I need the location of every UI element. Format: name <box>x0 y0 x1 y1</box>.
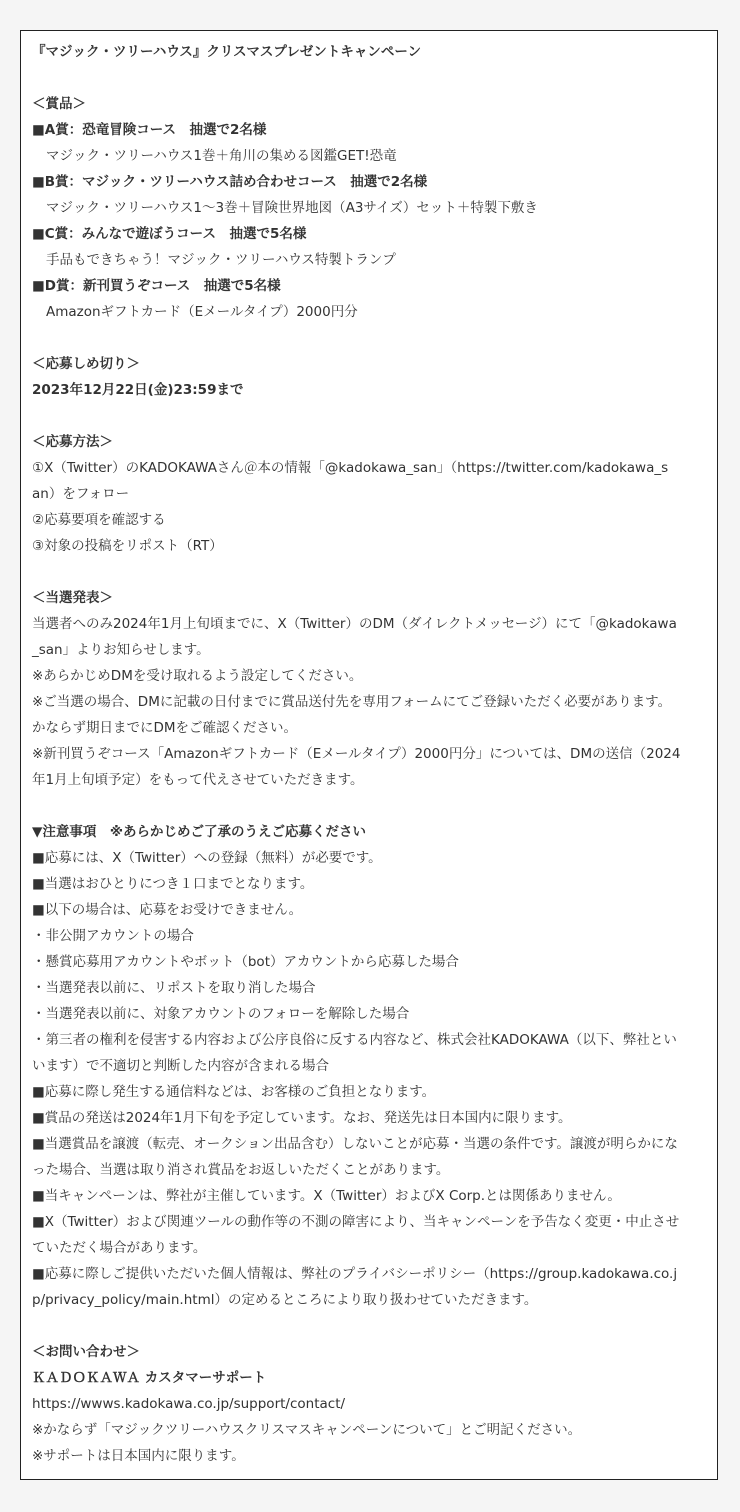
contact-url[interactable]: https://wwws.kadokawa.co.jp/support/contact/ <box>32 1396 346 1412</box>
spacer <box>32 65 706 91</box>
notes-line: ・懸賞応募用アカウントやボット（bot）アカウントから応募した場合 <box>32 954 459 970</box>
spacer <box>32 325 706 351</box>
notes-line: ■当選はおひとりにつき１口までとなります。 <box>32 876 314 892</box>
prize-a-detail: マジック・ツリーハウス1巻＋角川の集める図鑑GET!恐竜 <box>46 148 397 164</box>
deadline-value: 2023年12月22日(金)23:59まで <box>32 382 244 398</box>
spacer <box>32 559 706 585</box>
method-line: ①X（Twitter）のKADOKAWAさん＠本の情報「@kadokawa_san」（https://twitter.com/kadokawa_s <box>32 460 669 476</box>
method-heading: ＜応募方法＞ <box>32 434 113 450</box>
campaign-document <box>20 30 718 1480</box>
spacer <box>32 403 706 429</box>
spacer <box>32 793 706 819</box>
prize-d-label: ■D賞：新刊買うぞコース 抽選で5名様 <box>32 278 281 294</box>
notes-line: ■以下の場合は、応募をお受けできません。 <box>32 902 303 918</box>
contact-company: ＫＡＤＯＫＡＷＡ カスタマーサポート <box>32 1370 267 1386</box>
notes-line: ■当キャンペーンは、弊社が主催しています。X（Twitter）およびX Corp.とは関係ありません。 <box>32 1188 621 1204</box>
announcement-line: ※新刊買うぞコース「Amazonギフトカード（Eメールタイプ）2000円分」については、DMの送信（2024 <box>32 746 681 762</box>
notes-line: ・第三者の権利を侵害する内容および公序良俗に反する内容など、株式会社KADOKAWA（以下、弊社とい <box>32 1032 677 1048</box>
notes-line: います）で不適切と判断した内容が含まれる場合 <box>32 1058 329 1074</box>
spacer <box>32 1313 706 1339</box>
notes-line: ■応募には、X（Twitter）への登録（無料）が必要です。 <box>32 850 382 866</box>
method-line: an）をフォロー <box>32 486 130 502</box>
announcement-line: 当選者へのみ2024年1月上旬頃までに、X（Twitter）のDM（ダイレクトメッセージ）にて「@kadokawa <box>32 616 677 632</box>
announcement-line: 年1月上旬頃予定）をもって代えさせていただきます。 <box>32 772 364 788</box>
notes-line: ■賞品の発送は2024年1月下旬を予定しています。なお、発送先は日本国内に限ります。 <box>32 1110 572 1126</box>
notes-line: ていただく場合があります。 <box>32 1240 207 1256</box>
contact-note: ※サポートは日本国内に限ります。 <box>32 1448 245 1464</box>
announcement-line: かならず期日までにDMをご確認ください。 <box>32 720 298 736</box>
notes-line: ・非公開アカウントの場合 <box>32 928 194 944</box>
prize-a-label: ■A賞：恐竜冒険コース 抽選で2名様 <box>32 122 267 138</box>
notes-line: p/privacy_policy/main.html）の定めるところにより取り扱わせていただきます。 <box>32 1292 538 1308</box>
notes-line: ■当選賞品を譲渡（転売、オークション出品含む）しないことが応募・当選の条件です。譲渡が明らかにな <box>32 1136 678 1152</box>
prize-d-detail: Amazonギフトカード（Eメールタイプ）2000円分 <box>46 304 358 320</box>
notes-line: った場合、当選は取り消され賞品をお返しいただくことがあります。 <box>32 1162 450 1178</box>
announcement-line: ※あらかじめDMを受け取れるよう設定してください。 <box>32 668 363 684</box>
document-title: 『マジック・ツリーハウス』クリスマスプレゼントキャンペーン <box>32 44 422 60</box>
prize-c-label: ■C賞：みんなで遊ぼうコース 抽選で5名様 <box>32 226 307 242</box>
announcement-line: _san」よりお知らせします。 <box>32 642 210 658</box>
notes-heading: ▼注意事項 ※あらかじめご了承のうえご応募ください <box>32 824 367 840</box>
notes-line: ■応募に際しご提供いただいた個人情報は、弊社のプライバシーポリシー（https://group.kadokawa.co.j <box>32 1266 678 1282</box>
prize-b-detail: マジック・ツリーハウス1～3巻＋冒険世界地図（A3サイズ）セット＋特製下敷き <box>46 200 538 216</box>
notes-line: ■応募に際し発生する通信料などは、お客様のご負担となります。 <box>32 1084 436 1100</box>
prize-b-label: ■B賞：マジック・ツリーハウス詰め合わせコース 抽選で2名様 <box>32 174 428 190</box>
notes-line: ・当選発表以前に、リポストを取り消した場合 <box>32 980 316 996</box>
method-line: ②応募要項を確認する <box>32 512 166 528</box>
prizes-heading: ＜賞品＞ <box>32 96 86 112</box>
announcement-heading: ＜当選発表＞ <box>32 590 113 606</box>
announcement-line: ※ご当選の場合、DMに記載の日付までに賞品送付先を専用フォームにてご登録いただく必要があります。 <box>32 694 672 710</box>
contact-heading: ＜お問い合わせ＞ <box>32 1344 140 1360</box>
deadline-heading: ＜応募しめ切り＞ <box>32 356 140 372</box>
notes-line: ・当選発表以前に、対象アカウントのフォローを解除した場合 <box>32 1006 410 1022</box>
contact-note: ※かならず「マジックツリーハウスクリスマスキャンペーンについて」とご明記ください。 <box>32 1422 582 1438</box>
prize-c-detail: 手品もできちゃう！マジック・ツリーハウス特製トランプ <box>46 252 396 268</box>
method-line: ③対象の投稿をリポスト（RT） <box>32 538 223 554</box>
notes-line: ■X（Twitter）および関連ツールの動作等の不測の障害により、当キャンペーンを予告なく変更・中止させ <box>32 1214 680 1230</box>
